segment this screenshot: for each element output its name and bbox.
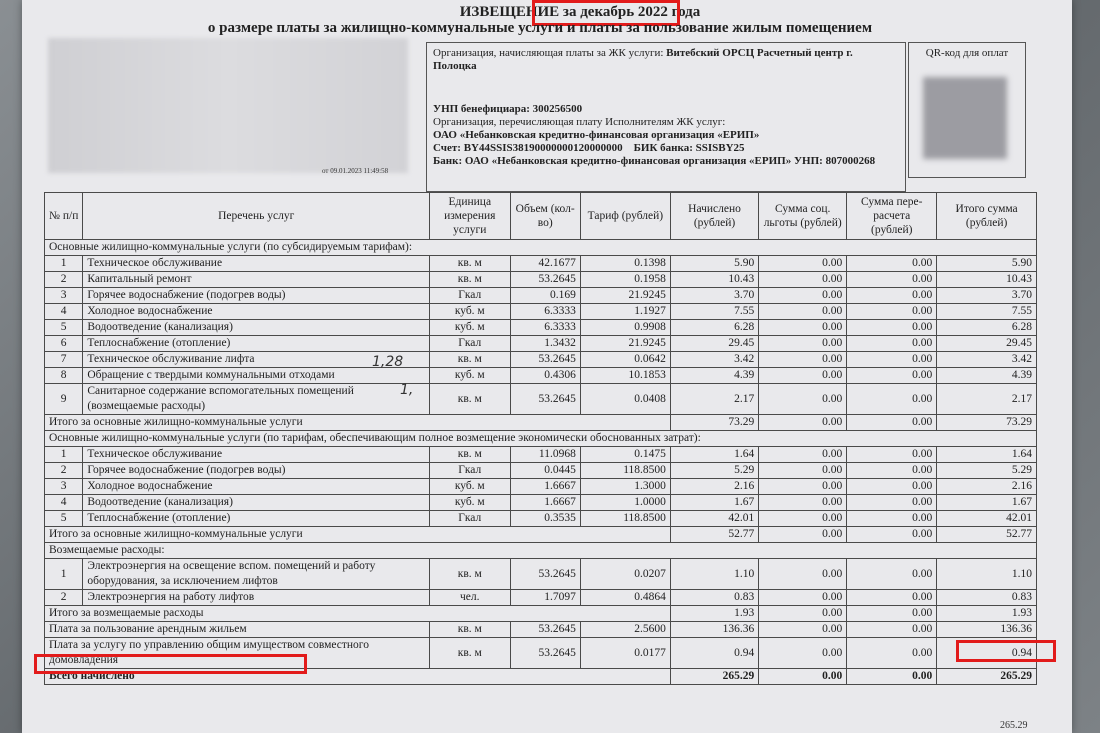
notice-title: ИЗВЕЩЕНИЕ за декабрь 2022 года xyxy=(459,4,701,20)
table-row: 1 Техническое обслуживание кв. м 11.0968 0.1475 1.64 0.00 0.00 1.64 xyxy=(45,447,1037,463)
table-row: 5 Теплоснабжение (отопление) Гкал 0.3535 118.8500 42.01 0.00 0.00 42.01 xyxy=(45,511,1037,527)
charges-table xyxy=(44,192,1037,685)
below-total: 265.29 xyxy=(1000,720,1028,731)
table-row: 2 Горячее водоснабжение (подогрев воды) Гкал 0.0445 118.8500 5.29 0.00 0.00 5.29 xyxy=(45,463,1037,479)
print-datetime: от 09.01.2023 11:49:58 xyxy=(322,167,389,175)
rent-row: Плата за пользование арендным жильем кв. м 53.2645 2.5600 136.36 0.00 0.00 136.36 xyxy=(45,622,1037,638)
table-header-row: № п/п Перечень услуг Единица измерения услуги Объем (кол-во) Тариф (рублей) Начислено (рублей) Сумма соц. льготы (рублей) Сумма пере- расчета (рублей) Итого сумма (рублей) xyxy=(45,193,1037,240)
qr-code-icon xyxy=(923,77,1007,159)
section-title-row: Возмещаемые расходы: xyxy=(45,543,1037,559)
table-row: 3 Горячее водоснабжение (подогрев воды) Гкал 0.169 21.9245 3.70 0.00 0.00 3.70 xyxy=(45,288,1037,304)
table-row: 4 Холодное водоснабжение куб. м 6.3333 1.1927 7.55 0.00 0.00 7.55 xyxy=(45,304,1037,320)
table-row: 9 Санитарное содержание вспомогательных помещений (возмещаемые расходы) кв. м 53.2645 0.0408 2.17 0.00 0.00 2.17 xyxy=(45,384,1037,415)
notice-subtitle: о размере платы за жилищно-коммунальные услуги и платы за пользование жилым помещением xyxy=(207,20,873,36)
organization-block: Организация, начисляющая платы за ЖК услуги: Витебский ОРСЦ Расчетный центр г. Полоцка УНП бенефициара: 300256500 Организация, перечисляющая плату Исполнителям ЖК услуг: ОАО «Небанковская кредитно-финансовая организация «ЕРИП» Счет: BY44SSIS38190000000120000000 БИК банка: SSISBY25 Банк: ОАО «Небанковская кредитно-финансовая организация «ЕРИП» УНП: 807000268 xyxy=(426,42,906,192)
redacted-address xyxy=(48,38,408,173)
section-title-row: Основные жилищно-коммунальные услуги (по субсидируемым тарифам): xyxy=(45,240,1037,256)
highlight-rent-label xyxy=(34,654,307,674)
table-row: 4 Водоотведение (канализация) куб. м 1.6667 1.0000 1.67 0.00 0.00 1.67 xyxy=(45,495,1037,511)
section-total-row: Итого за основные жилищно-коммунальные услуги 73.29 0.00 0.00 73.29 xyxy=(45,415,1037,431)
section-title-row: Основные жилищно-коммунальные услуги (по тарифам, обеспечивающим полное возмещение экономически обоснованных затрат): xyxy=(45,431,1037,447)
period: декабрь 2022 года xyxy=(580,4,701,20)
table-row: 7 Техническое обслуживание лифта кв. м 53.2645 0.0642 3.42 0.00 0.00 3.42 xyxy=(45,352,1037,368)
table-row: 8 Обращение с твердыми коммунальными отходами куб. м 0.4306 10.1853 4.39 0.00 0.00 4.39 xyxy=(45,368,1037,384)
grand-total-row: Всего начислено 265.29 0.00 0.00 265.29 xyxy=(45,669,1037,685)
handwritten-note-2: 1, xyxy=(400,382,414,398)
table-row: 1 Техническое обслуживание кв. м 42.1677 0.1398 5.90 0.00 0.00 5.90 xyxy=(45,256,1037,272)
section-total-row: Итого за возмещаемые расходы 1.93 0.00 0.00 1.93 xyxy=(45,606,1037,622)
table-row: 2 Электроэнергия на работу лифтов чел. 1.7097 0.4864 0.83 0.00 0.00 0.83 xyxy=(45,590,1037,606)
management-row: Плата за услугу по управлению общим имуществом совместного домовладения кв. м 53.2645 0.0177 0.94 0.00 0.00 0.94 xyxy=(45,638,1037,669)
table-row: 3 Холодное водоснабжение куб. м 1.6667 1.3000 2.16 0.00 0.00 2.16 xyxy=(45,479,1037,495)
highlight-rent-total xyxy=(956,640,1056,662)
table-row: 5 Водоотведение (канализация) куб. м 6.3333 0.9908 6.28 0.00 0.00 6.28 xyxy=(45,320,1037,336)
table-row: 2 Капитальный ремонт кв. м 53.2645 0.1958 10.43 0.00 0.00 10.43 xyxy=(45,272,1037,288)
section-total-row: Итого за основные жилищно-коммунальные услуги 52.77 0.00 0.00 52.77 xyxy=(45,527,1037,543)
qr-block: QR-код для оплат xyxy=(908,42,1026,178)
table-row: 6 Теплоснабжение (отопление) Гкал 1.3432 21.9245 29.45 0.00 0.00 29.45 xyxy=(45,336,1037,352)
handwritten-note: 1,28 xyxy=(372,354,404,370)
table-row: 1 Электроэнергия на освещение вспом. помещений и работу оборудования, за исключением лифтов кв. м 53.2645 0.0207 1.10 0.00 0.00 1.10 xyxy=(45,559,1037,590)
